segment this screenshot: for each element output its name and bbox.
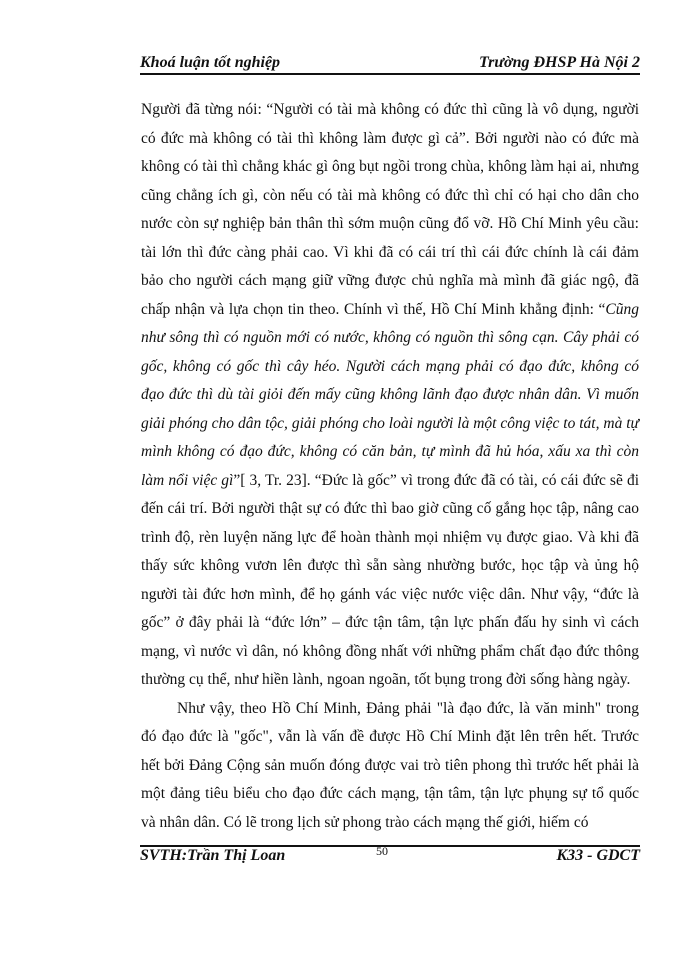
header-thesis-title: Khoá luận tốt nghiệp	[140, 54, 281, 71]
quotation-italic: Cũng như sông thì có nguồn mới có nước, không có nguồn thì sông cạn. Cây phải có gốc, không có gốc thì cây héo. Người cách mạng phải có đạo đức, không có đạo đức thì dù tài giỏi đến mấy cũng không lãnh đạo được nhân dân. Vì muốn giải phóng cho dân tộc, giải phóng cho loài người là một công việc to tát, mà tự mình không có đạo đức, không có căn bản, tự mình đã hủ hóa, xấu xa thì còn làm nổi việc gì	[141, 300, 639, 489]
footer-class-code: K33 - GDCT	[556, 847, 640, 864]
page-header	[140, 52, 640, 72]
page-body	[141, 96, 639, 837]
footer-student-name: SVTH:Trần Thị Loan	[140, 847, 286, 864]
page-number: 50	[376, 844, 388, 858]
header-rule	[140, 73, 640, 75]
paragraph-2: Như vậy, theo Hồ Chí Minh, Đảng phải "là đạo đức, là văn minh" trong đó đạo đức là "gốc", vẫn là vấn đề được Hồ Chí Minh đặt lên trên hết. Trước hết bởi Đảng Cộng sản muốn đóng được vai trò tiên phong thì trước hết phải là một đảng tiêu biểu cho đạo đức cách mạng, tận tâm, tận lực phụng sự tổ quốc và nhân dân. Có lẽ trong lịch sử phong trào cách mạng thế giới, hiếm có	[141, 699, 639, 831]
paragraph-1	[141, 96, 639, 695]
paragraph-1-text-b: ”[ 3, Tr. 23]. “Đức là gốc” vì trong đức đã có tài, có cái đức sẽ đi đến cái trí. Bởi người thật sự có đức thì bao giờ cũng cố gắng học tập, nâng cao trình độ, rèn luyện năng lực để hoàn thành mọi nhiệm vụ được giao. Và khi đã thấy sức không vươn lên được thì sẵn sàng nhường bước, học tập và ủng hộ người tài đức hơn mình, để họ gánh vác việc nước việc dân. Như vậy, “đức là gốc” ở đây phải là “đức lớn” – đức tận tâm, tận lực phấn đấu hy sinh vì cách mạng, vì nước vì dân, nó không đồng nhất với những phẩm chất đạo đức thông thường cụ thể, như hiền lành, ngoan ngoãn, tốt bụng trong đời sống hàng ngày.	[141, 471, 639, 688]
header-university: Trường ĐHSP Hà Nội 2	[479, 54, 640, 71]
page-footer	[140, 847, 640, 867]
paragraph-1-text-a: Người đã từng nói: “Người có tài mà không có đức thì cũng là vô dụng, người có đức mà không có tài thì không làm được gì cả”. Bởi người nào có đức mà không có tài thì chẳng khác gì ông bụt ngồi trong chùa, không làm hại ai, nhưng cũng chẳng ích gì, còn nếu có tài mà không có đức thì chỉ có hại cho dân cho nước còn sự nghiệp bản thân thì sớm muộn cũng đổ vỡ. Hồ Chí Minh yêu cầu: tài lớn thì đức càng phải cao. Vì khi đã có cái trí thì cái đức chính là cái đảm bảo cho người cách mạng giữ vững được chủ nghĩa mà mình đã giác ngộ, đã chấp nhận và lựa chọn tin theo. Chính vì thế, Hồ Chí Minh khẳng định: “	[141, 101, 639, 318]
